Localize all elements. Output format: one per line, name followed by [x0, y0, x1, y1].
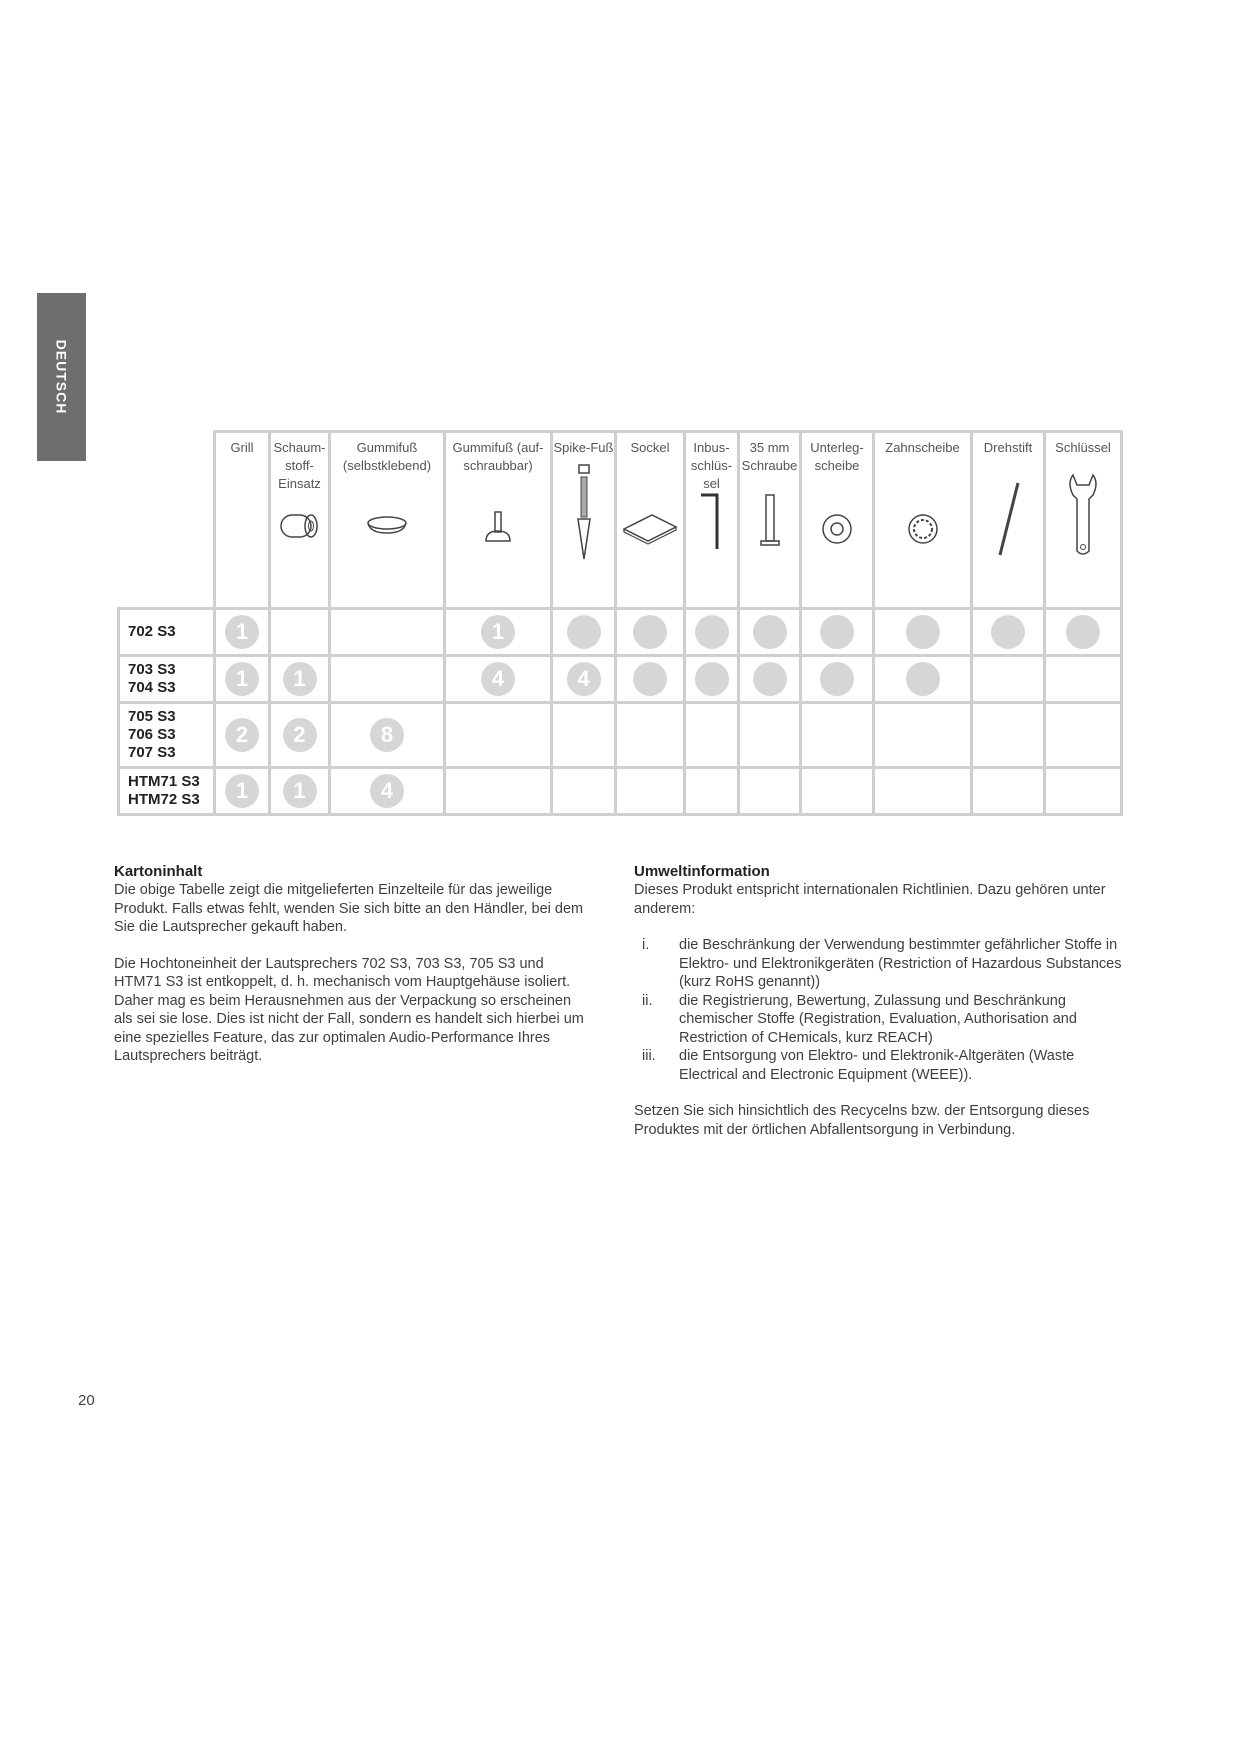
col-spike: Spike-Fuß [552, 432, 616, 609]
wrench-icon [1063, 471, 1103, 561]
allen-key-icon [697, 489, 727, 553]
contents-paragraph: Die obige Tabelle zeigt die mitgelieferten Einzelteile für das jeweilige Produkt. Falls etwas fehlt, wenden Sie sich bitte an den Händler, bei dem Sie die Lautsprecher gekauft haben. [114, 882, 584, 935]
environment-section [634, 862, 1124, 1139]
directive-list [634, 936, 1124, 1084]
included-dot [753, 615, 787, 649]
environment-outro: Setzen Sie sich hinsichtlich des Recycelns bzw. der Entsorgung dieses Produktes mit der örtlichen Abfallentsorgung in Verbindung. [634, 1103, 1090, 1138]
pin-icon [988, 479, 1028, 559]
language-tab [37, 293, 86, 461]
table-row [119, 609, 1122, 656]
qty-badge: 4 [481, 662, 515, 696]
col-screw-foot: Gummifuß (auf-schraubbar) [445, 432, 552, 609]
table-row [119, 703, 1122, 768]
qty-badge: 1 [283, 662, 317, 696]
qty-badge: 2 [225, 718, 259, 752]
included-dot [633, 662, 667, 696]
qty-badge: 2 [283, 718, 317, 752]
contents-heading: Kartoninhalt [114, 863, 203, 880]
col-plinth: Sockel [616, 432, 685, 609]
table-header-row [119, 432, 1122, 609]
included-dot [567, 615, 601, 649]
col-grill: Grill [215, 432, 270, 609]
language-tab-label: DEUTSCH [53, 339, 70, 415]
qty-badge: 1 [225, 615, 259, 649]
col-allen-key: Inbus-schlüs-sel [685, 432, 739, 609]
included-dot [695, 615, 729, 649]
table-row [119, 656, 1122, 703]
qty-badge: 4 [370, 774, 404, 808]
model-cell: HTM71 S3 HTM72 S3 [119, 768, 215, 815]
col-foam: Schaum-stoff-Einsatz [270, 432, 330, 609]
page-number: 20 [78, 1392, 95, 1409]
included-dot [820, 615, 854, 649]
spike-icon [569, 463, 599, 563]
qty-badge: 8 [370, 718, 404, 752]
included-dot [633, 615, 667, 649]
list-item: ii. die Registrierung, Bewertung, Zulassung und Beschränkung chemischer Stoffe (Registration, Evaluation, Authorisation and Restriction of CHemicals, kurz REACH) [642, 992, 1077, 1046]
foam-plug-icon [277, 509, 323, 543]
list-item: iii. die Entsorgung von Elektro- und Elektronik-Altgeräten (Waste Electrical and Electronic Equipment (WEEE)). [642, 1048, 1075, 1083]
col-screw: 35 mm Schraube [739, 432, 801, 609]
qty-badge: 1 [225, 662, 259, 696]
contents-section [114, 862, 589, 1066]
parts-table [117, 430, 1123, 816]
col-wrench: Schlüssel [1045, 432, 1122, 609]
included-dot [991, 615, 1025, 649]
col-rubber-foot: Gummifuß (selbstklebend) [330, 432, 445, 609]
included-dot [753, 662, 787, 696]
tweeter-paragraph: Die Hochtoneinheit der Lautsprechers 702 S3, 703 S3, 705 S3 und HTM71 S3 ist entkoppelt, d. h. mechanisch vom Hauptgehäuse isoliert. Daher mag es beim Herausnehmen aus der Verpackung so erscheinen als sei sie lose. Dies ist nicht der Fall, sondern es handelt sich hierbei um eine spezielles Feature, das zur optimalen Audio-Performance Ihres Lautsprechers beiträgt. [114, 955, 584, 1064]
table-row [119, 768, 1122, 815]
included-dot [820, 662, 854, 696]
rubber-foot-icon [362, 509, 412, 543]
toothed-washer-icon [903, 509, 943, 549]
col-pin: Drehstift [972, 432, 1045, 609]
col-washer: Unterleg-scheibe [801, 432, 874, 609]
included-dot [906, 662, 940, 696]
list-item: i. die Beschränkung der Verwendung bestimmter gefährlicher Stoffe in Elektro- und Elektronikgeräten (Restriction of Hazardous Substances (kurz RoHS genannt)) [642, 937, 1122, 990]
included-dot [1066, 615, 1100, 649]
included-dot [695, 662, 729, 696]
screw-foot-icon [478, 509, 518, 549]
included-dot [906, 615, 940, 649]
environment-intro: Dieses Produkt entspricht internationalen Richtlinien. Dazu gehören unter anderem: [634, 882, 1106, 917]
washer-icon [817, 509, 857, 549]
qty-badge: 1 [283, 774, 317, 808]
model-cell: 702 S3 [119, 609, 215, 656]
plinth-icon [620, 509, 680, 549]
qty-badge: 1 [481, 615, 515, 649]
environment-heading: Umweltinformation [634, 863, 770, 880]
col-toothed-washer: Zahnscheibe [874, 432, 972, 609]
screw-icon [755, 491, 785, 551]
model-cell: 705 S3 706 S3 707 S3 [119, 703, 215, 768]
model-cell: 703 S3 704 S3 [119, 656, 215, 703]
qty-badge: 4 [567, 662, 601, 696]
qty-badge: 1 [225, 774, 259, 808]
